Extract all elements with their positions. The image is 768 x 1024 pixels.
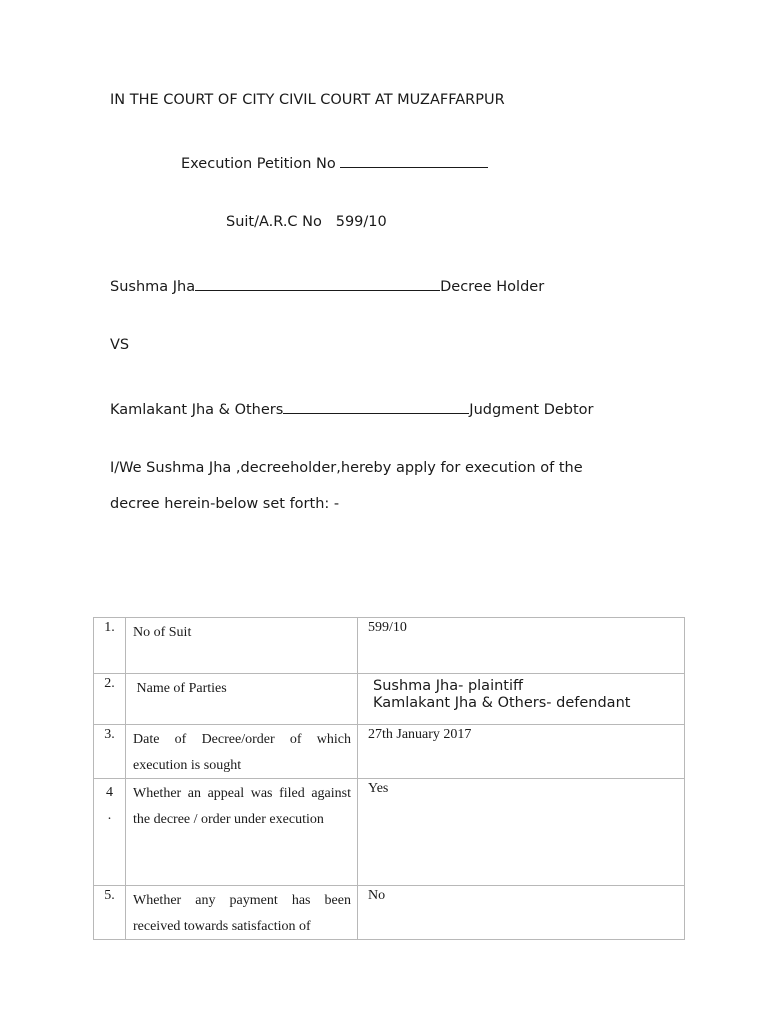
decree-holder-blank bbox=[195, 276, 440, 291]
suit-number-line bbox=[226, 214, 387, 230]
row-number bbox=[94, 779, 126, 886]
judgment-debtor-name: Kamlakant Jha & Others bbox=[110, 402, 284, 418]
row-value: 27th January 2017 bbox=[358, 725, 685, 779]
row-label: Date of Decree/order of which execution is sought bbox=[126, 725, 358, 779]
defendant-name: Kamlakant Jha & Others- defendant bbox=[373, 695, 631, 711]
table-row bbox=[94, 674, 685, 725]
row-label: Whether an appeal was filed against the decree / order under execution bbox=[126, 779, 358, 886]
row-number: 1. bbox=[94, 618, 126, 674]
table-row bbox=[94, 779, 685, 886]
row-value bbox=[358, 674, 685, 725]
execution-petition-line bbox=[181, 153, 488, 172]
suit-number-label: Suit/A.R.C No bbox=[226, 214, 322, 230]
decree-holder-name: Sushma Jha bbox=[110, 279, 196, 295]
table-row bbox=[94, 618, 685, 674]
row-label: No of Suit bbox=[126, 618, 358, 674]
table-row bbox=[94, 886, 685, 940]
execution-petition-label: Execution Petition No bbox=[181, 156, 336, 172]
judgment-debtor-role: Judgment Debtor bbox=[469, 402, 594, 418]
decree-holder-role: Decree Holder bbox=[440, 279, 545, 295]
decree-details-table bbox=[93, 617, 685, 940]
decree-holder-line bbox=[110, 276, 544, 295]
table-row bbox=[94, 725, 685, 779]
application-line-2: decree herein-below set forth: - bbox=[110, 496, 340, 512]
row-value: Yes bbox=[358, 779, 685, 886]
row-label: Name of Parties bbox=[126, 674, 358, 725]
row-value: No bbox=[358, 886, 685, 940]
petition-number-blank bbox=[340, 153, 488, 168]
suit-number-value: 599/10 bbox=[335, 214, 387, 230]
row-number: 5. bbox=[94, 886, 126, 940]
row-number-dot: . bbox=[107, 808, 112, 823]
judgment-debtor-line bbox=[110, 399, 594, 418]
versus-label: VS bbox=[110, 337, 130, 353]
row-number-digit: 4 bbox=[106, 785, 113, 800]
plaintiff-name: Sushma Jha- plaintiff bbox=[373, 678, 523, 694]
court-heading: IN THE COURT OF CITY CIVIL COURT AT MUZAFFARPUR bbox=[110, 92, 505, 108]
row-value: 599/10 bbox=[358, 618, 685, 674]
row-number: 2. bbox=[94, 674, 126, 725]
row-number: 3. bbox=[94, 725, 126, 779]
judgment-debtor-blank bbox=[283, 399, 469, 414]
row-label: Whether any payment has been received towards satisfaction of bbox=[126, 886, 358, 940]
application-line-1: I/We Sushma Jha ,decreeholder,hereby apply for execution of the bbox=[110, 460, 583, 476]
